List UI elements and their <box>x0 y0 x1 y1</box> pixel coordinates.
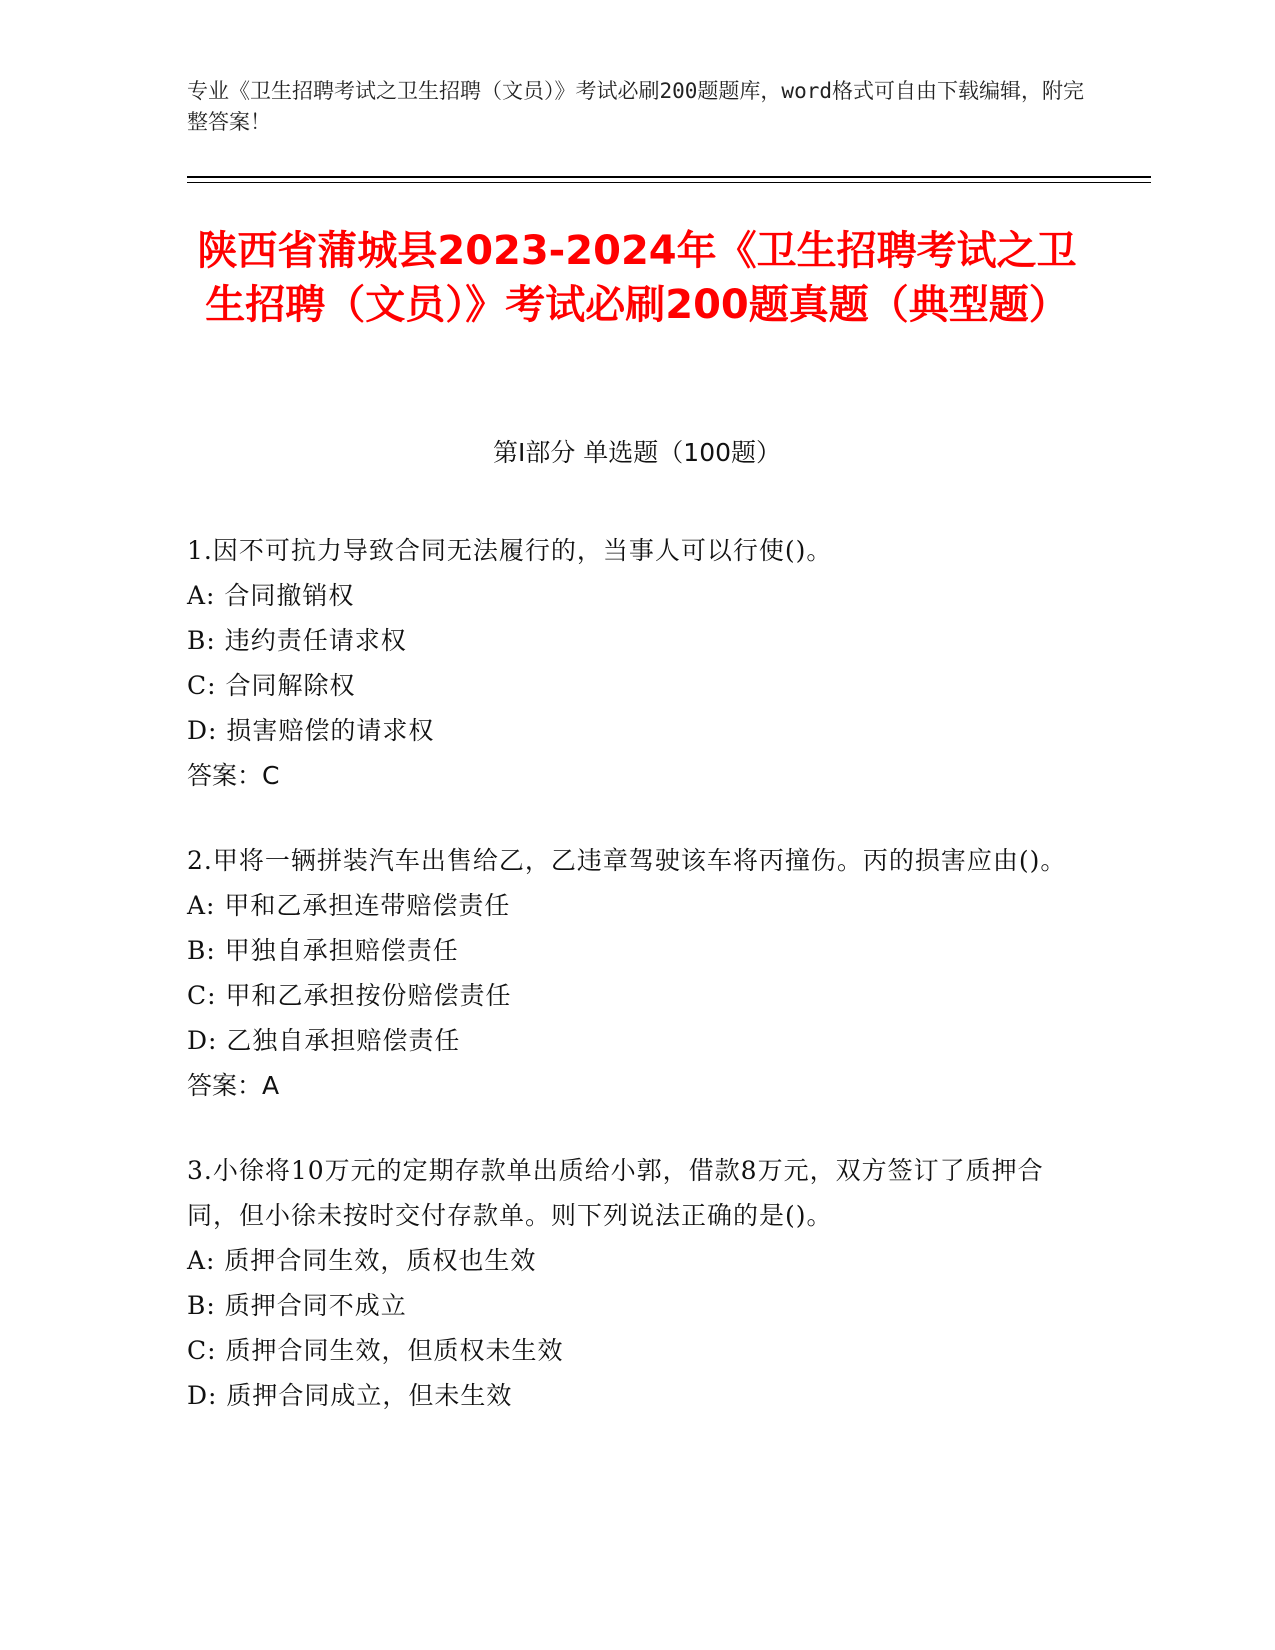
section-title: 第Ⅰ部分 单选题（100题） <box>492 438 782 467</box>
option-d: D: 质押合同成立，但未生效 <box>187 1381 513 1410</box>
option-a: A: 质押合同生效，质权也生效 <box>187 1246 537 1275</box>
answer: 答案：C <box>187 761 280 790</box>
question-stem: 2.甲将一辆拼装汽车出售给乙，乙违章驾驶该车将丙撞伤。丙的损害应由()。 <box>187 846 1067 875</box>
option-b: B: 甲独自承担赔偿责任 <box>187 936 459 965</box>
question-stem: 3.小徐将10万元的定期存款单出质给小郭，借款8万元，双方签订了质押合同，但小徐未按时交付存款单。则下列说法正确的是()。 <box>187 1156 1044 1230</box>
question-1 <box>187 528 1067 798</box>
option-a: A: 合同撤销权 <box>187 581 355 610</box>
option-d: D: 损害赔偿的请求权 <box>187 716 435 745</box>
header-rule-thin <box>187 182 1151 183</box>
header-note: 专业《卫生招聘考试之卫生招聘（文员）》考试必刷200题题库，word格式可自由下载编辑，附完整答案！ <box>187 79 1084 134</box>
option-c: C: 合同解除权 <box>187 671 356 700</box>
question-list <box>187 528 1067 1458</box>
option-a: A: 甲和乙承担连带赔偿责任 <box>187 891 511 920</box>
option-c: C: 甲和乙承担按份赔偿责任 <box>187 981 512 1010</box>
question-3 <box>187 1148 1067 1418</box>
answer: 答案：A <box>187 1071 280 1100</box>
option-d: D: 乙独自承担赔偿责任 <box>187 1026 461 1055</box>
question-2 <box>187 838 1067 1108</box>
option-b: B: 质押合同不成立 <box>187 1291 407 1320</box>
option-c: C: 质押合同生效，但质权未生效 <box>187 1336 564 1365</box>
option-b: B: 违约责任请求权 <box>187 626 407 655</box>
question-stem: 1.因不可抗力导致合同无法履行的，当事人可以行使()。 <box>187 536 833 565</box>
header-rule-thick <box>187 176 1151 178</box>
document-title: 陕西省蒲城县2023-2024年《卫生招聘考试之卫生招聘（文员）》考试必刷200题真题（典型题） <box>197 228 1077 328</box>
